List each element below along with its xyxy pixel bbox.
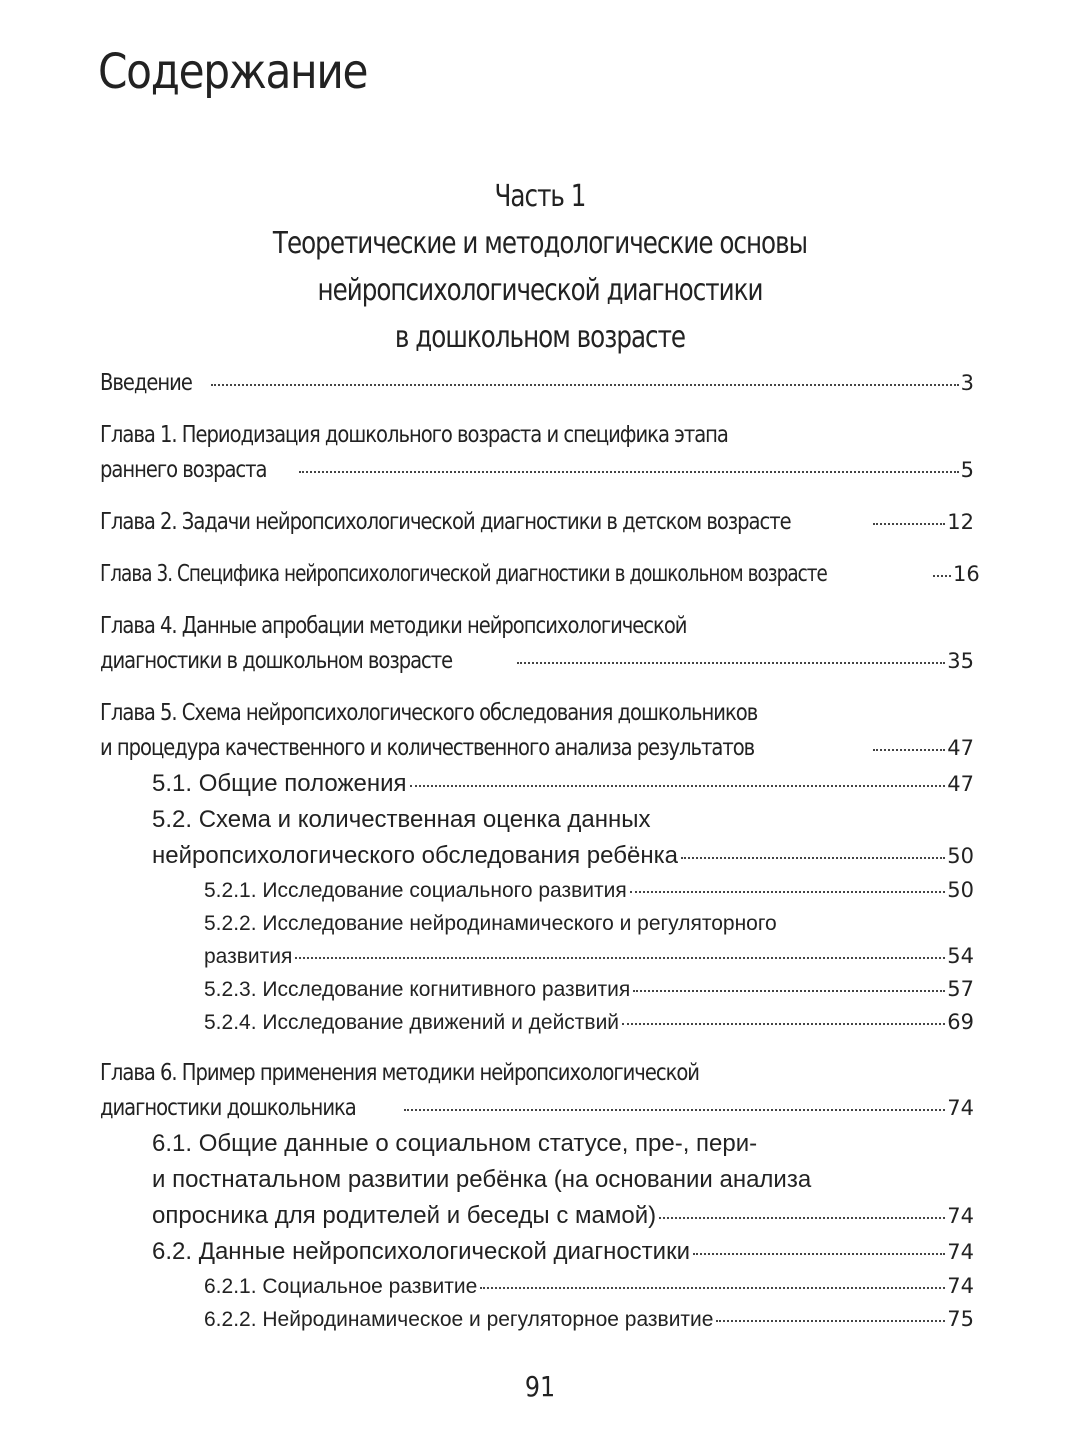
toc-page-number: 50: [947, 878, 974, 902]
dot-leader: [873, 748, 946, 751]
toc-entry-5-2-4: [100, 1006, 974, 1039]
toc-entry-ch6: [100, 1091, 974, 1126]
toc-entry-ch3: [100, 557, 980, 592]
toc-page-number: 16: [953, 562, 980, 586]
dot-leader: [716, 1319, 945, 1322]
dot-leader: [299, 470, 959, 473]
toc-page-number: 75: [947, 1307, 974, 1331]
toc-page-number: 5: [960, 458, 974, 482]
toc-entry-ch1: [100, 453, 974, 488]
dot-leader: [480, 1286, 945, 1289]
part-title-line-2: нейропсихологической диагностики: [317, 273, 763, 308]
toc-page-number: 12: [947, 510, 974, 534]
toc-entry-5-2-3: [100, 973, 974, 1006]
table-of-contents: [100, 366, 980, 1336]
toc-entry-ch2: [100, 505, 974, 540]
toc-page-number: 74: [947, 1096, 974, 1120]
toc-entry-6-2-2: [100, 1303, 974, 1336]
dot-leader: [404, 1108, 945, 1111]
toc-entry-text: 6.2.2. Нейродинамическое и регуляторное развитие: [204, 1308, 714, 1331]
toc-entry-text: 5.1. Общие положения: [152, 770, 407, 797]
toc-entry-ch1-line1: Глава 1. Периодизация дошкольного возраста и специфика этапа: [100, 422, 728, 448]
toc-entry-ch6-line1: Глава 6. Пример применения методики нейропсихологической: [100, 1060, 699, 1086]
toc-entry-ch4: [100, 644, 974, 679]
dot-leader: [295, 956, 945, 959]
toc-entry-6-1: [100, 1198, 974, 1234]
toc-page-number: 74: [947, 1274, 974, 1298]
dot-leader: [633, 989, 945, 992]
toc-entry-5-2-2: [100, 940, 974, 973]
toc-entry-5-2-1: [100, 874, 974, 907]
toc-page-number: 47: [947, 736, 974, 760]
page-title: Содержание: [98, 44, 368, 100]
toc-page-number: 54: [947, 944, 974, 968]
dot-leader: [410, 784, 946, 787]
toc-entry-5-2-2-line1: 5.2.2. Исследование нейродинамического и регуляторного: [204, 912, 777, 935]
toc-entry-text: 5.2.4. Исследование движений и действий: [204, 1011, 620, 1034]
toc-entry-5-2-line1: 5.2. Схема и количественная оценка данных: [152, 806, 651, 833]
toc-entry-text: Глава 3. Специфика нейропсихологической диагностики в дошкольном возрасте: [100, 561, 827, 587]
toc-entry-text: раннего возраста: [100, 457, 267, 483]
toc-entry-6-1-line2: и постнатальном развитии ребёнка (на основании анализа: [152, 1166, 812, 1193]
toc-entry-ch5-line1: Глава 5. Схема нейропсихологического обследования дошкольников: [100, 700, 758, 726]
toc-entry-text: 5.2.1. Исследование социального развития: [204, 879, 627, 902]
toc-entry-text: и процедура качественного и количественного анализа результатов: [100, 735, 755, 761]
dot-leader: [630, 890, 946, 893]
toc-page-number: 57: [947, 977, 974, 1001]
toc-entry-6-2-1: [100, 1270, 974, 1303]
toc-entry-text: нейропсихологического обследования ребёнка: [152, 842, 678, 869]
toc-page-number: 74: [947, 1204, 974, 1228]
toc-entry-ch4-line1: Глава 4. Данные апробации методики нейропсихологической: [100, 613, 687, 639]
toc-entry-6-1-line1: 6.1. Общие данные о социальном статусе, пре-, пери-: [152, 1130, 758, 1157]
toc-entry-text: 6.2.1. Социальное развитие: [204, 1275, 478, 1298]
dot-leader: [933, 574, 951, 577]
toc-page-number: 47: [947, 772, 974, 796]
dot-leader: [622, 1022, 945, 1025]
toc-entry-text: Введение: [100, 370, 192, 396]
part-label: Часть 1: [494, 179, 586, 214]
toc-page-number: 69: [947, 1010, 974, 1034]
toc-entry-text: опросника для родителей и беседы с мамой): [152, 1202, 657, 1229]
dot-leader: [873, 522, 945, 525]
dot-leader: [517, 661, 945, 664]
part-heading: [0, 173, 1080, 361]
toc-page-number: 74: [947, 1240, 974, 1264]
dot-leader: [693, 1252, 945, 1255]
dot-leader: [681, 856, 945, 859]
toc-entry-text: диагностики в дошкольном возрасте: [100, 648, 453, 674]
toc-page-number: 50: [947, 844, 974, 868]
toc-entry-ch5: [100, 731, 974, 766]
toc-entry-5-1: [100, 766, 974, 802]
toc-entry-6-2: [100, 1234, 974, 1270]
dot-leader: [659, 1216, 945, 1219]
toc-entry-text: 6.2. Данные нейропсихологической диагностики: [152, 1238, 690, 1265]
dot-leader: [211, 383, 959, 386]
toc-entry-text: развития: [204, 945, 293, 968]
toc-page-number: 35: [947, 649, 974, 673]
toc-entry-text: Глава 2. Задачи нейропсихологической диагностики в детском возрасте: [100, 509, 791, 535]
toc-page-number: 3: [960, 371, 974, 395]
toc-entry-text: диагностики дошкольника: [100, 1095, 356, 1121]
page-number: 91: [524, 1370, 556, 1403]
toc-entry-5-2: [100, 838, 974, 874]
toc-entry-text: 5.2.3. Исследование когнитивного развития: [204, 978, 631, 1001]
toc-entry-intro: [100, 366, 974, 401]
part-title-line-1: Теоретические и методологические основы: [272, 226, 808, 261]
part-title-line-3: в дошкольном возрасте: [394, 320, 686, 355]
